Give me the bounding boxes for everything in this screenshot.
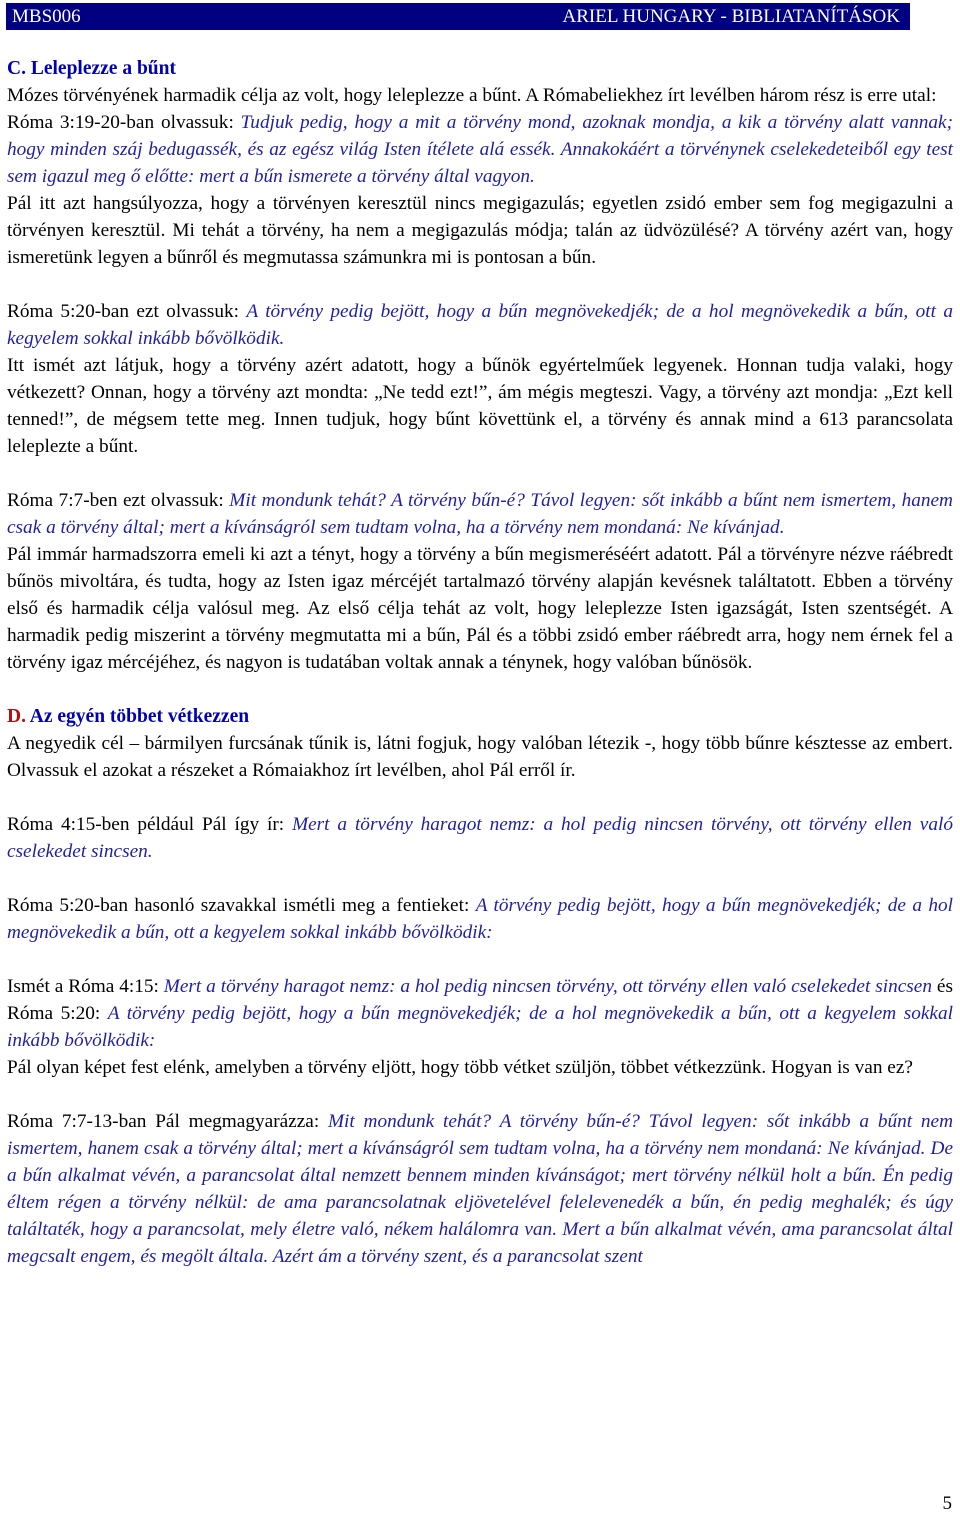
scripture-reference: Róma 3:19-20-ban olvassuk:	[7, 112, 241, 133]
section-d-title: Az egyén többet vétkezzen	[25, 706, 250, 727]
page-header	[6, 3, 910, 30]
paragraph: Mózes törvényének harmadik célja az volt, hogy leleplezze a bűnt. A Rómabeliekhez írt levélben három rész is erre utal:	[7, 85, 937, 106]
document-series-title: ARIEL HUNGARY - BIBLIATANÍTÁSOK	[562, 6, 900, 27]
scripture-reference: Róma 7:7-ben ezt olvassuk:	[7, 490, 230, 511]
section-c-heading: C. Leleplezze a bűnt	[7, 58, 176, 79]
document-body	[7, 55, 953, 1270]
scripture-quote: Tudjuk pedig, hogy a mit a törvény mond, azoknak mondja, a kik a törvény alatt vannak; hogy minden száj bedugassék, és az egész világ Isten ítélete alá essék. Annakokáért a törvénynek cselekedeteiből egy test sem igazul meg ő előtte: mert a bűn ismerete a törvény által vagyon.	[7, 112, 953, 187]
scripture-quote: Mert a törvény haragot nemz: a hol pedig nincsen törvény, ott törvény ellen való cselekedet sincsen.	[7, 814, 953, 862]
scripture-quote: A törvény pedig bejött, hogy a bűn megnövekedjék; de a hol megnövekedik a bűn, ott a kegyelem sokkal inkább bővölködik:	[7, 1003, 953, 1051]
paragraph: Pál olyan képet fest elénk, amelyben a törvény eljött, hogy több vétket szüljön, többet vétkezzünk. Hogyan is van ez?	[7, 1057, 913, 1078]
paragraph	[7, 109, 953, 190]
document-code: MBS006	[12, 6, 81, 27]
scripture-reference: Róma 5:20-ban hasonló szavakkal ismétli meg a fentieket:	[7, 895, 476, 916]
scripture-quote: Mert a törvény haragot nemz: a hol pedig nincsen törvény, ott törvény ellen való cselekedet sincsen	[163, 976, 932, 997]
scripture-quote: A törvény pedig bejött, hogy a bűn megnövekedjék; de a hol megnövekedik a bűn, ott a kegyelem sokkal inkább bővölködik:	[7, 895, 953, 943]
paragraph: A negyedik cél – bármilyen furcsának tűnik is, látni fogjuk, hogy valóban létezik -, hogy több bűnre késztesse az embert. Olvassuk el azokat a részeket a Rómaiakhoz írt levélben, ahol Pál erről ír.	[7, 733, 953, 781]
paragraph	[7, 1108, 953, 1270]
paragraph: Pál immár harmadszorra emeli ki azt a tényt, hogy a törvény a bűn megismeréséért adatott. Pál a törvényre nézve ráébredt bűnös mivoltára, és tudta, hogy az Isten igaz mércéjét tartalmazó törvény alapján kevésnek találtatott. Ebben a törvény első és harmadik célja valósul meg. Az első célja tehát az volt, hogy leleplezze Isten igazságát, Isten szentségét. A harmadik pedig miszerint a törvény megmutatta mi a bűn, Pál és a többi zsidó ember ráébredt arra, hogy nem érnek fel a törvény igaz mércéjéhez, és nagyon is tudatában voltak annak a ténynek, hogy valóban bűnösök.	[7, 544, 953, 673]
paragraph	[7, 298, 953, 352]
scripture-reference: Róma 4:15-ben például Pál így ír:	[7, 814, 293, 835]
paragraph	[7, 811, 953, 865]
scripture-quote: Mit mondunk tehát? A törvény bűn-é? Távol legyen: sőt inkább a bűnt nem ismertem, hanem csak a törvény által; mert a kívánságról sem tudtam volna, ha a törvény nem mondaná: Ne kívánjad.	[7, 490, 953, 538]
scripture-quote: Mit mondunk tehát? A törvény bűn-é? Távol legyen: sőt inkább a bűnt nem ismertem, hanem csak a törvény által; mert a kívánságról sem tudtam volna, ha a törvény nem mondaná: Ne kívánjad. De a bűn alkalmat vévén, a parancsolat által nemzett bennem minden kívánságot; mert törvény nélkül holt a bűn. Én pedig éltem régen a törvény nélkül: de ama parancsolatnak eljövetelével felelevenedék a bűn, én pedig meghalék; és úgy találtaték, hogy a parancsolat, mely életre való, nékem halálomra van. Mert a bűn alkalmat vévén, ama parancsolat által megcsalt engem, és megölt általa. Azért ám a törvény szent, és a parancsolat szent	[7, 1111, 953, 1267]
scripture-reference: Róma 5:20-ban ezt olvassuk:	[7, 301, 247, 322]
section-d-letter: D.	[7, 706, 26, 727]
paragraph	[7, 973, 953, 1054]
scripture-reference: és Róma 5:20:	[7, 976, 953, 1024]
scripture-quote: A törvény pedig bejött, hogy a bűn megnövekedjék; de a hol megnövekedik a bűn, ott a kegyelem sokkal inkább bővölködik.	[7, 301, 953, 349]
scripture-reference: Ismét a Róma 4:15:	[7, 976, 164, 997]
paragraph: Pál itt azt hangsúlyozza, hogy a törvényen keresztül nincs megigazulás; egyetlen zsidó ember sem fog megigazulni a törvényen keresztül. Mi tehát a törvény, ha nem a megigazulás módja; talán az üdvözülésé? A törvény azért van, hogy ismeretünk legyen a bűnről és megmutassa számunkra mi is pontosan a bűn.	[7, 193, 953, 268]
scripture-reference: Róma 7:7-13-ban Pál megmagyarázza:	[7, 1111, 328, 1132]
page-number: 5	[942, 1493, 952, 1514]
paragraph	[7, 487, 953, 541]
section-d-heading	[7, 703, 953, 730]
paragraph: Itt ismét azt látjuk, hogy a törvény azért adatott, hogy a bűnök egyértelműek legyenek. Honnan tudja valaki, hogy vétkezett? Onnan, hogy a törvény azt mondta: „Ne tedd ezt!”, ám mégis megteszi. Vagy, a törvény azt mondja: „Ezt kell tenned!”, de mégsem tette meg. Innen tudjuk, hogy bűnt követtünk el, a törvény és annak mind a 613 parancsolata leleplezte a bűnt.	[7, 355, 953, 457]
paragraph	[7, 892, 953, 946]
